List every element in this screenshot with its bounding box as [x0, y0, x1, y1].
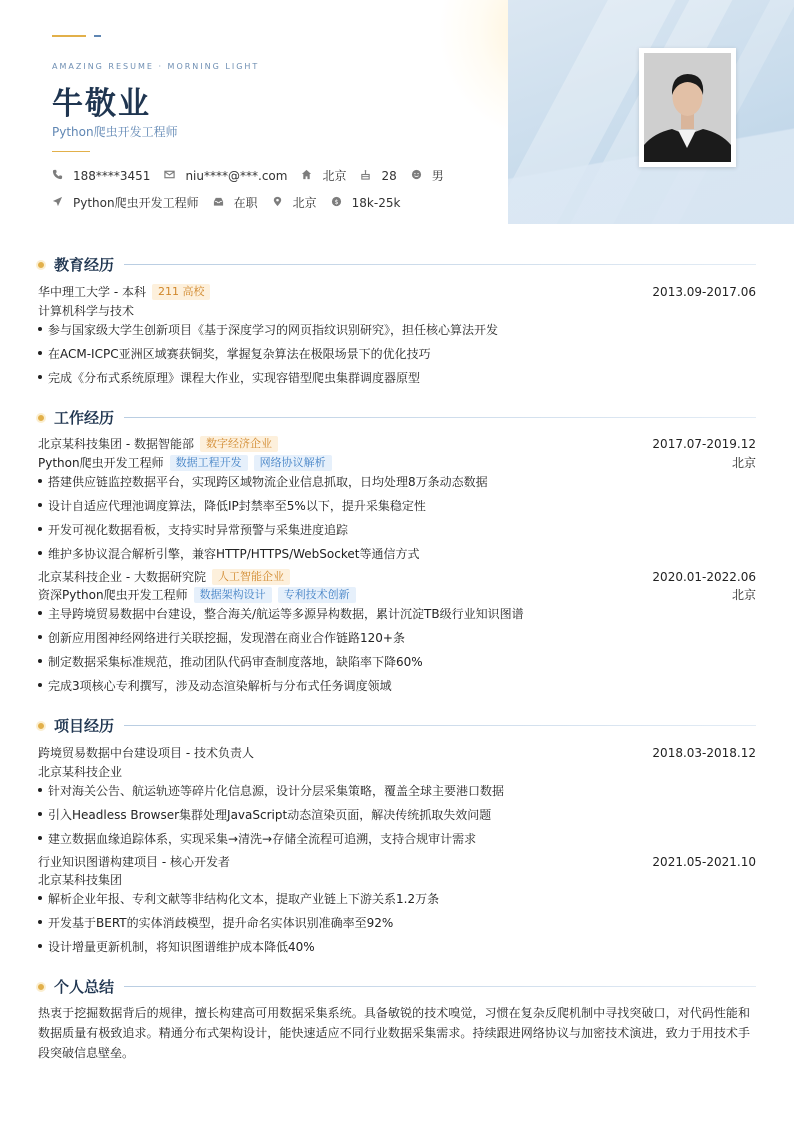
list-item: 制定数据采集标准规范，推动团队代码审查制度落地，缺陷率下降60% — [38, 653, 756, 670]
company-name: 北京某科技集团 - 数据智能部 — [38, 437, 194, 451]
company-name: 北京某科技企业 - 大数据研究院 — [38, 570, 206, 584]
list-item: 建立数据血缘追踪体系，实现采集→清洗→存储全流程可追溯，支持合规审计需求 — [38, 830, 756, 847]
section-header-summary — [36, 976, 756, 997]
job-status: 在职 — [213, 194, 258, 211]
school-tag: 211 高校 — [152, 284, 211, 300]
section-dot — [36, 260, 46, 270]
job-role-row — [38, 586, 756, 603]
section-title: 工作经历 — [54, 409, 115, 427]
profile-photo-frame — [639, 48, 736, 167]
mail-icon — [164, 169, 178, 183]
send-icon — [52, 196, 66, 210]
gender: 男 — [411, 167, 444, 184]
project-entry — [38, 744, 756, 761]
divider — [52, 151, 90, 152]
role-tag: 数据架构设计 — [194, 587, 272, 603]
job-date: 2017.07-2019.12 — [652, 436, 756, 451]
phone: 188****3451 — [52, 169, 150, 183]
section-line — [124, 264, 756, 265]
cake-icon — [360, 169, 374, 183]
svg-text:$: $ — [334, 197, 339, 206]
section-line — [124, 417, 756, 418]
school-name: 华中理工大学 - 本科 — [38, 285, 146, 299]
accent-line-blue — [94, 35, 101, 37]
project-date: 2018.03-2018.12 — [652, 745, 756, 760]
company-tag: 数字经济企业 — [200, 436, 278, 452]
list-item: 创新应用图神经网络进行关联挖掘，发现潜在商业合作链路120+条 — [38, 629, 756, 646]
location-icon — [272, 196, 286, 210]
list-item: 设计增量更新机制，将知识图谱维护成本降低40% — [38, 938, 756, 955]
job-role-row — [38, 454, 756, 471]
age: 28 — [360, 169, 396, 183]
face-icon — [411, 169, 425, 183]
list-item: 维护多协议混合解析引擎，兼容HTTP/HTTPS/WebSocket等通信方式 — [38, 545, 756, 562]
role-tag: 数据工程开发 — [170, 455, 248, 471]
list-item: 完成《分布式系统原理》课程大作业，实现容错型爬虫集群调度器原型 — [38, 369, 756, 386]
list-item: 针对海关公告、航运轨迹等碎片化信息源，设计分层采集策略，覆盖全球主要港口数据 — [38, 782, 756, 799]
job-role: 资深Python爬虫开发工程师 — [38, 588, 188, 602]
role-tag: 网络协议解析 — [254, 455, 332, 471]
list-item: 开发可视化数据看板，支持实时异常预警与采集进度追踪 — [38, 521, 756, 538]
section-header-education — [36, 254, 756, 275]
job-city: 北京 — [731, 588, 756, 602]
list-item: 主导跨境贸易数据中台建设，整合海关/航运等多源异构数据，累计沉淀TB级行业知识图谱 — [38, 605, 756, 622]
project-name: 行业知识图谱构建项目 - 核心开发者 — [38, 855, 230, 869]
role-tag: 专利技术创新 — [278, 587, 356, 603]
project-org: 北京某科技企业 — [38, 765, 123, 779]
list-item: 引入Headless Browser集群处理JavaScript动态渲染页面，解决传统抓取失效问题 — [38, 806, 756, 823]
money-icon — [331, 196, 345, 210]
education-date: 2013.09-2017.06 — [652, 284, 756, 299]
section-header-projects — [36, 715, 756, 736]
section-line — [124, 986, 756, 987]
project-date: 2021.05-2021.10 — [652, 854, 756, 869]
list-item: 在ACM-ICPC亚洲区域赛获铜奖，掌握复杂算法在极限场景下的优化技巧 — [38, 345, 756, 362]
candidate-name: 牛敬业 — [52, 86, 151, 122]
section-line — [124, 725, 756, 726]
job-entry — [38, 568, 756, 585]
section-title: 个人总结 — [54, 978, 115, 996]
email: niu****@***.com — [164, 169, 287, 183]
home-city: 北京 — [301, 167, 346, 184]
list-item: 参与国家级大学生创新项目《基于深度学习的网页指纹识别研究》，担任核心算法开发 — [38, 321, 756, 338]
job-city: 北京 — [731, 456, 756, 470]
expected-salary: $ 18k-25k — [331, 196, 401, 210]
phone-icon — [52, 169, 66, 183]
section-dot — [36, 982, 46, 992]
major: 计算机科学与技术 — [38, 304, 135, 318]
company-tag: 人工智能企业 — [212, 569, 290, 585]
section-header-work — [36, 407, 756, 428]
section-dot — [36, 721, 46, 731]
list-item: 完成3项核心专利撰写，涉及动态渲染解析与分布式任务调度领域 — [38, 677, 756, 694]
section-title: 项目经历 — [54, 717, 115, 735]
inbox-icon — [213, 196, 227, 210]
project-entry — [38, 853, 756, 870]
job-title: Python爬虫开发工程师 — [52, 125, 178, 139]
accent-line-gold — [52, 35, 86, 37]
section-title: 教育经历 — [54, 256, 115, 274]
job-date: 2020.01-2022.06 — [652, 569, 756, 584]
resume-header — [0, 0, 794, 224]
list-item: 搭建供应链监控数据平台，实现跨区域物流企业信息抓取，日均处理8万条动态数据 — [38, 473, 756, 490]
tagline: AMAZING RESUME · MORNING LIGHT — [52, 62, 260, 71]
job-entry — [38, 435, 756, 452]
target-city: 北京 — [272, 194, 317, 211]
job-role: Python爬虫开发工程师 — [38, 456, 164, 470]
summary-text: 热衷于挖掘数据背后的规律，擅长构建高可用数据采集系统。具备敏锐的技术嗅觉，习惯在复杂反爬机制中寻找突破口，对代码性能和数据质量有极致追求。精通分布式架构设计，能快速适应不同行业数据采集需求。持续跟进网络协议与加密技术演进，致力于用技术手段突破信息壁垒。 — [38, 1006, 750, 1060]
list-item: 开发基于BERT的实体消歧模型，提升命名实体识别准确率至92% — [38, 914, 756, 931]
home-icon — [301, 169, 315, 183]
project-org: 北京某科技集团 — [38, 873, 123, 887]
target-position: Python爬虫开发工程师 — [52, 194, 199, 211]
list-item: 设计自适应代理池调度算法，降低IP封禁率至5%以下，提升采集稳定性 — [38, 497, 756, 514]
list-item: 解析企业年报、专利文献等非结构化文本，提取产业链上下游关系1.2万条 — [38, 890, 756, 907]
job-intent-row — [52, 194, 414, 211]
education-entry — [38, 283, 756, 300]
profile-photo — [644, 53, 731, 162]
project-name: 跨境贸易数据中台建设项目 - 技术负责人 — [38, 746, 254, 760]
contact-row — [52, 167, 458, 184]
section-dot — [36, 413, 46, 423]
